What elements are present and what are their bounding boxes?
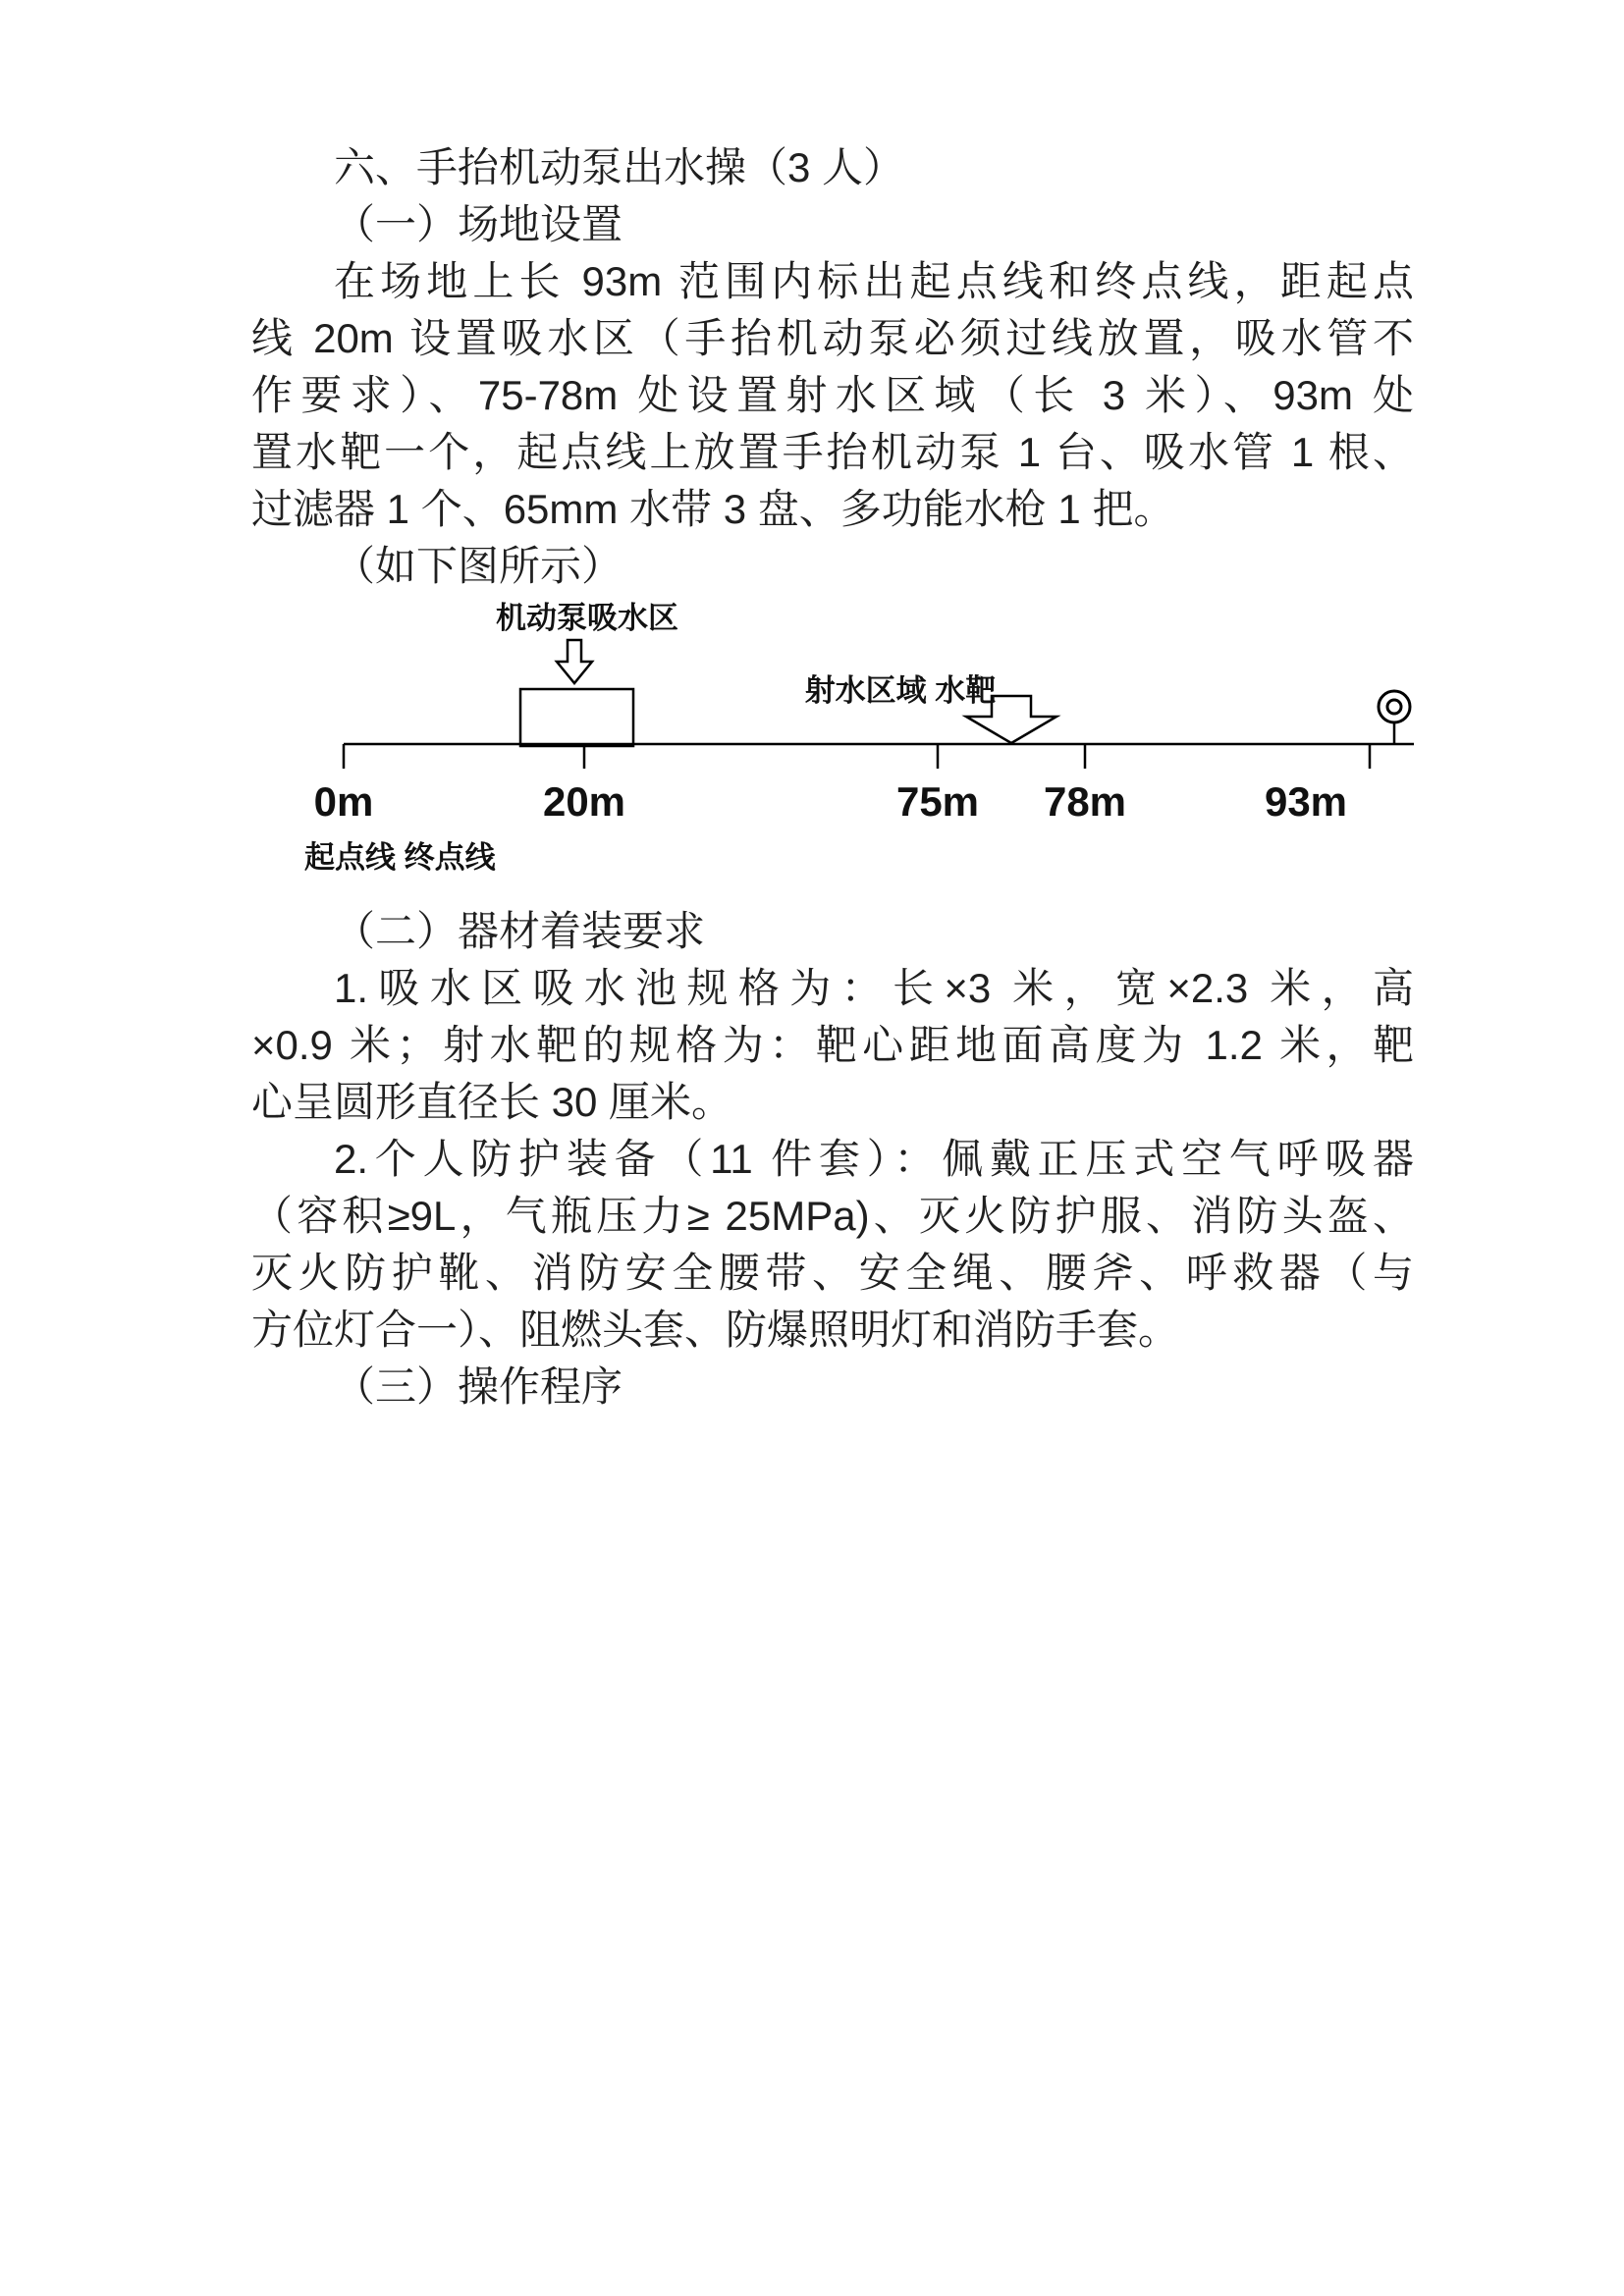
tick-label-0m: 0m xyxy=(313,778,374,825)
figure-caption: （如下图所示） xyxy=(334,543,623,589)
start-finish-line-label: 起点线 终点线 xyxy=(304,840,496,875)
tick-label-20m: 20m xyxy=(542,778,626,825)
para3-line: 灭火防护靴、消防安全腰带、安全绳、腰斧、呼救器（与 xyxy=(251,1250,1414,1296)
para3-line: 方位灯合一）、阻燃头套、防爆照明灯和消防手套。 xyxy=(251,1307,1180,1353)
para1-line: 线 20m 设置吸水区（手抬机动泵必须过线放置，吸水管不 xyxy=(251,315,1414,361)
suction-zone-rect xyxy=(520,689,633,746)
text-block-bottom xyxy=(251,903,1414,1415)
text-block-top xyxy=(251,139,1414,595)
water-target-icon xyxy=(1379,691,1410,744)
tick-label-75m: 75m xyxy=(895,778,980,825)
pump-zone-label: 机动泵吸水区 xyxy=(496,601,678,635)
para2-line: ×0.9 米；射水靶的规格为：靶心距地面高度为 1.2 米，靶 xyxy=(251,1022,1414,1068)
doc-title: 六、手抬机动泵出水操（3 人） xyxy=(334,144,905,190)
para3-line: （容积≥9L，气瓶压力≥ 25MPa)、灭火防护服、消防头盔、 xyxy=(251,1193,1414,1239)
tick-marks xyxy=(344,744,1370,769)
para2-line: 1.吸水区吸水池规格为：长×3 米，宽×2.3 米，高 xyxy=(334,965,1414,1011)
para1-line: 作要求）、75-78m 处设置射水区域（长 3 米）、93m 处 xyxy=(251,372,1414,418)
tick-label-78m: 78m xyxy=(1043,778,1127,825)
para1-line: 置水靶一个，起点线上放置手抬机动泵 1 台、吸水管 1 根、 xyxy=(251,429,1414,475)
section3-heading: （三）操作程序 xyxy=(334,1363,623,1410)
para1-line: 过滤器 1 个、65mm 水带 3 盘、多功能水枪 1 把。 xyxy=(251,486,1175,532)
pump-zone-arrow-icon xyxy=(557,640,592,683)
tick-label-93m: 93m xyxy=(1264,778,1348,825)
para3-line: 2.个人防护装备（11 件套）：佩戴正压式空气呼吸器 xyxy=(334,1136,1414,1182)
course-diagram xyxy=(251,595,1414,903)
section1-heading: （一）场地设置 xyxy=(334,201,623,247)
para1-line: 在场地上长 93m 范围内标出起点线和终点线，距起点 xyxy=(334,258,1414,304)
jet-zone-label: 射水区域 水靶 xyxy=(804,673,997,708)
para2-line: 心呈圆形直径长 30 厘米。 xyxy=(251,1079,733,1125)
section2-heading: （二）器材着装要求 xyxy=(334,908,706,954)
